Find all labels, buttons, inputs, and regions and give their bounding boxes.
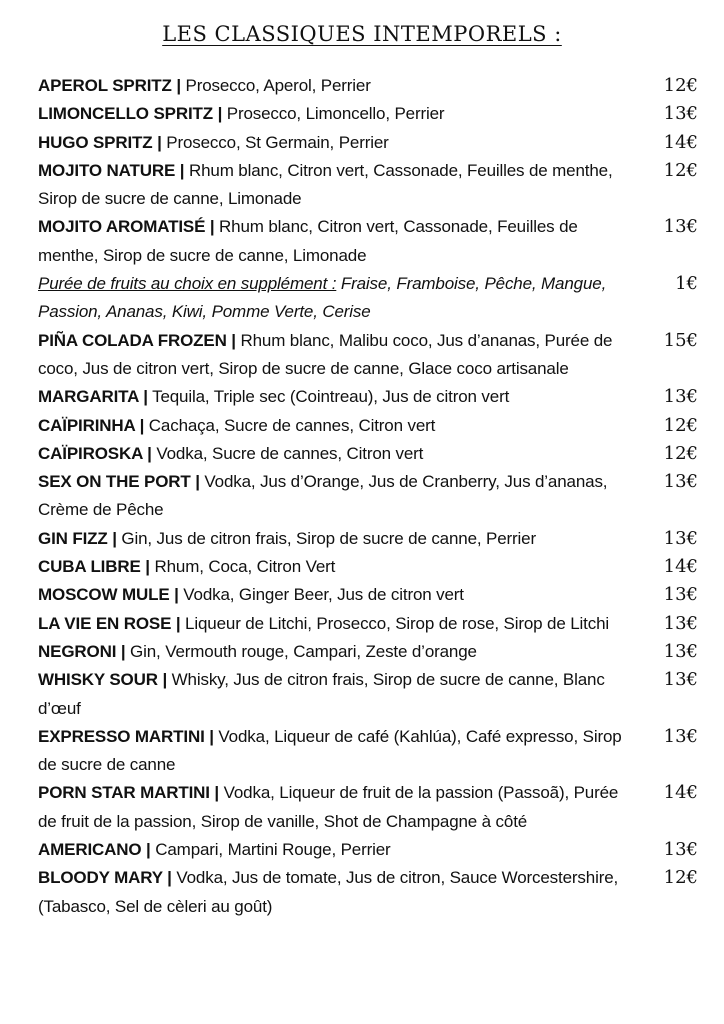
supplement-label: Purée de fruits au choix en supplément : [38, 274, 337, 294]
item-name: MOJITO NATURE | [38, 160, 185, 180]
item-description: Rhum, Coca, Citron Vert [149, 557, 336, 577]
item-description: Prosecco, St Germain, Perrier [161, 132, 389, 152]
menu-item [38, 383, 698, 411]
item-name: PIÑA COLADA FROZEN | [38, 330, 236, 350]
item-description: Prosecco, Limoncello, Perrier [222, 104, 445, 124]
page-title: LES CLASSIQUES INTEMPORELS : [162, 22, 562, 46]
item-name: WHISKY SOUR | [38, 670, 168, 690]
item-price: 15€ [663, 329, 698, 351]
item-price: 1€ [675, 273, 698, 295]
menu-item [38, 553, 698, 581]
menu-item [38, 581, 698, 609]
item-price: 12€ [663, 75, 698, 96]
item-name: MARGARITA | [38, 387, 148, 407]
menu-item [38, 525, 698, 553]
item-name: AMERICANO | [38, 840, 151, 860]
item-name: CAÏPIROSKA | [38, 443, 152, 463]
item-description: Vodka, Liqueur de café (Kahlúa), Café expresso, Sirop de sucre de canne [38, 726, 622, 775]
item-price: 12€ [663, 442, 698, 464]
item-description: Vodka, Liqueur de fruit de la passion (Passoã), Purée de fruit de la passion, Sirop de vanille, Shot de Champagne à côté [38, 783, 619, 831]
menu-item [38, 836, 698, 864]
item-name: PORN STAR MARTINI | [38, 783, 220, 803]
item-price: 12€ [663, 867, 698, 889]
menu-item [38, 723, 698, 780]
item-description: Tequila, Triple sec (Cointreau), Jus de citron vert [147, 387, 510, 407]
item-price: 13€ [663, 584, 698, 606]
menu-item [38, 638, 698, 666]
item-price: 13€ [663, 386, 698, 408]
menu-item [38, 412, 698, 440]
item-name: SEX ON THE PORT | [38, 472, 200, 492]
menu-item [38, 72, 698, 100]
menu-item [38, 157, 698, 214]
item-description: Liqueur de Litchi, Prosecco, Sirop de rose, Sirop de Litchi [180, 613, 610, 633]
item-name: CUBA LIBRE | [38, 557, 150, 577]
item-price: 13€ [663, 669, 698, 691]
supplement-options: Fraise, Framboise, Pêche, Mangue, Passion, Ananas, Kiwi, Pomme Verte, Cerise [38, 274, 607, 322]
item-description: Rhum blanc, Citron vert, Cassonade, Feuilles de menthe, Sirop de sucre de canne, Limonade [38, 217, 578, 265]
item-description: Gin, Vermouth rouge, Campari, Zeste d’orange [125, 641, 477, 661]
menu-item [38, 129, 698, 157]
menu-item [38, 440, 698, 468]
menu-item [38, 779, 698, 836]
item-name: APEROL SPRITZ | [38, 76, 181, 95]
menu-item [38, 327, 698, 384]
item-name: CAÏPIRINHA | [38, 415, 145, 435]
item-price: 12€ [663, 414, 698, 436]
item-description: Vodka, Sucre de cannes, Citron vert [151, 443, 424, 463]
item-description: Vodka, Jus de tomate, Jus de citron, Sauce Worcestershire, (Tabasco, Sel de cèleri au goût) [38, 868, 619, 916]
menu-item [38, 213, 698, 270]
menu-item [38, 666, 698, 723]
item-price: 14€ [663, 131, 698, 153]
item-price: 13€ [663, 103, 698, 125]
item-name: MOJITO AROMATISÉ | [38, 217, 215, 237]
item-price: 12€ [663, 159, 698, 181]
item-price: 13€ [663, 725, 698, 747]
item-price: 13€ [663, 527, 698, 549]
item-description: Rhum blanc, Malibu coco, Jus d’ananas, Purée de coco, Jus de citron vert, Sirop de sucre de canne, Glace coco artisanale [38, 330, 613, 378]
item-price: 13€ [663, 216, 698, 238]
item-description: Vodka, Jus d’Orange, Jus de Cranberry, Jus d’ananas, Crème de Pêche [38, 472, 608, 520]
item-description: Whisky, Jus de citron frais, Sirop de sucre de canne, Blanc d’œuf [38, 670, 605, 718]
item-price: 13€ [663, 612, 698, 634]
item-name: MOSCOW MULE | [38, 585, 179, 605]
item-description: Cachaça, Sucre de cannes, Citron vert [144, 415, 436, 435]
cocktail-list [38, 72, 698, 921]
item-price: 14€ [663, 782, 698, 804]
menu-item [38, 468, 698, 525]
item-name: LA VIE EN ROSE | [38, 613, 181, 633]
item-name: NEGRONI | [38, 641, 126, 661]
item-price: 13€ [663, 471, 698, 493]
fruit-puree-supplement [38, 270, 698, 327]
item-name: BLOODY MARY | [38, 868, 172, 888]
item-description: Gin, Jus de citron frais, Sirop de sucre de canne, Perrier [116, 528, 536, 548]
menu-item [38, 610, 698, 638]
item-description: Vodka, Ginger Beer, Jus de citron vert [178, 585, 464, 605]
item-description: Campari, Martini Rouge, Perrier [150, 840, 391, 860]
menu-item [38, 864, 698, 921]
item-name: HUGO SPRITZ | [38, 132, 162, 152]
menu-item [38, 100, 698, 128]
item-price: 13€ [663, 839, 698, 861]
item-price: 13€ [663, 640, 698, 662]
item-description: Rhum blanc, Citron vert, Cassonade, Feuilles de menthe, Sirop de sucre de canne, Limonade [38, 160, 613, 209]
item-price: 14€ [663, 556, 698, 578]
item-description: Prosecco, Aperol, Perrier [180, 76, 371, 95]
item-name: LIMONCELLO SPRITZ | [38, 104, 223, 124]
item-name: GIN FIZZ | [38, 528, 117, 548]
item-name: EXPRESSO MARTINI | [38, 726, 214, 746]
